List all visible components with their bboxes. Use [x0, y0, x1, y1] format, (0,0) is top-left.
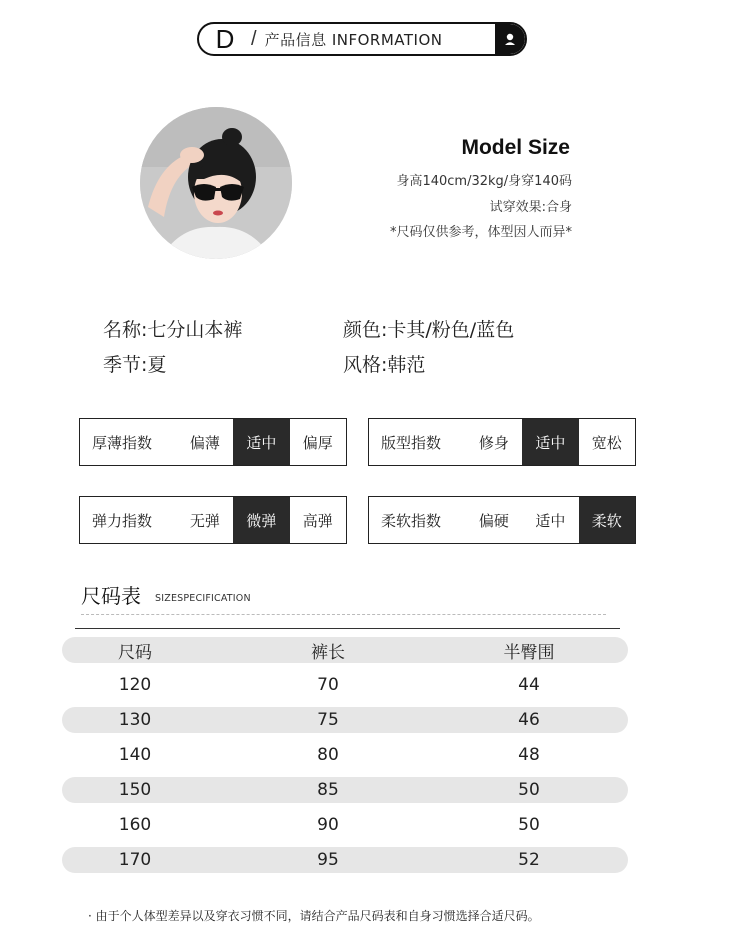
table-row [62, 847, 628, 873]
cell-length: 95 [317, 850, 339, 870]
section-title: 产品信息 INFORMATION [264, 30, 443, 49]
elasticity-index [79, 496, 347, 544]
table-header-row [62, 637, 628, 663]
index-option: 偏薄 [189, 433, 220, 452]
dashed-divider [81, 614, 606, 615]
product-colors: 颜色:卡其/粉色/蓝色 [343, 319, 515, 341]
cell-size: 120 [118, 675, 152, 695]
model-fit: 试穿效果:合身 [489, 200, 572, 215]
cell-hip: 46 [518, 710, 540, 730]
table-row [62, 672, 628, 698]
index-option: 偏硬 [478, 511, 509, 530]
size-table-title: 尺码表 [81, 584, 141, 608]
model-size-title: Model Size [461, 136, 570, 159]
solid-divider [75, 628, 620, 629]
header-length: 裤长 [311, 642, 345, 663]
table-row [62, 707, 628, 733]
header-slash: / [251, 27, 257, 50]
index-option-selected: 适中 [233, 419, 289, 465]
thickness-index [79, 418, 347, 466]
cell-length: 70 [317, 675, 339, 695]
cell-length: 75 [317, 710, 339, 730]
cell-hip: 48 [518, 745, 540, 765]
product-style: 风格:韩范 [343, 354, 426, 376]
model-avatar [140, 107, 292, 259]
index-label: 厚薄指数 [92, 433, 153, 452]
model-disclaimer: *尺码仅供参考，体型因人而异* [389, 225, 572, 240]
index-option-selected: 柔软 [579, 497, 635, 543]
index-option-selected: 微弹 [233, 497, 289, 543]
header-size: 尺码 [118, 642, 152, 663]
size-table-subtitle: SIZESPECIFICATION [155, 593, 251, 604]
cell-hip: 44 [518, 675, 540, 695]
cell-length: 85 [317, 780, 339, 800]
person-icon [495, 24, 525, 54]
product-season: 季节:夏 [103, 354, 167, 376]
cell-hip: 52 [518, 850, 540, 870]
table-row [62, 777, 628, 803]
cell-length: 80 [317, 745, 339, 765]
index-option: 修身 [478, 433, 509, 452]
index-label: 柔软指数 [381, 511, 442, 530]
cell-size: 150 [118, 780, 152, 800]
index-option-selected: 适中 [522, 419, 578, 465]
cell-size: 160 [118, 815, 152, 835]
cell-hip: 50 [518, 780, 540, 800]
section-header [197, 22, 527, 56]
cell-size: 130 [118, 710, 152, 730]
softness-index [368, 496, 636, 544]
index-label: 版型指数 [381, 433, 442, 452]
model-measurements: 身高140cm/32kg/身穿140码 [396, 174, 572, 189]
table-row [62, 812, 628, 838]
index-option: 适中 [535, 511, 566, 530]
cell-length: 90 [317, 815, 339, 835]
cell-size: 140 [118, 745, 152, 765]
section-letter: D [215, 24, 235, 54]
index-option: 高弹 [302, 511, 333, 530]
cell-hip: 50 [518, 815, 540, 835]
size-footnote: · 由于个人体型差异以及穿衣习惯不同，请结合产品尺码表和自身习惯选择合适尺码。 [88, 909, 540, 923]
index-label: 弹力指数 [92, 511, 153, 530]
table-row [62, 742, 628, 768]
fit-index [368, 418, 636, 466]
index-option: 宽松 [591, 433, 622, 452]
header-hip: 半臀围 [503, 642, 555, 663]
product-name: 名称:七分山本裤 [103, 319, 243, 341]
cell-size: 170 [118, 850, 152, 870]
index-option: 偏厚 [302, 433, 333, 452]
index-option: 无弹 [189, 511, 220, 530]
